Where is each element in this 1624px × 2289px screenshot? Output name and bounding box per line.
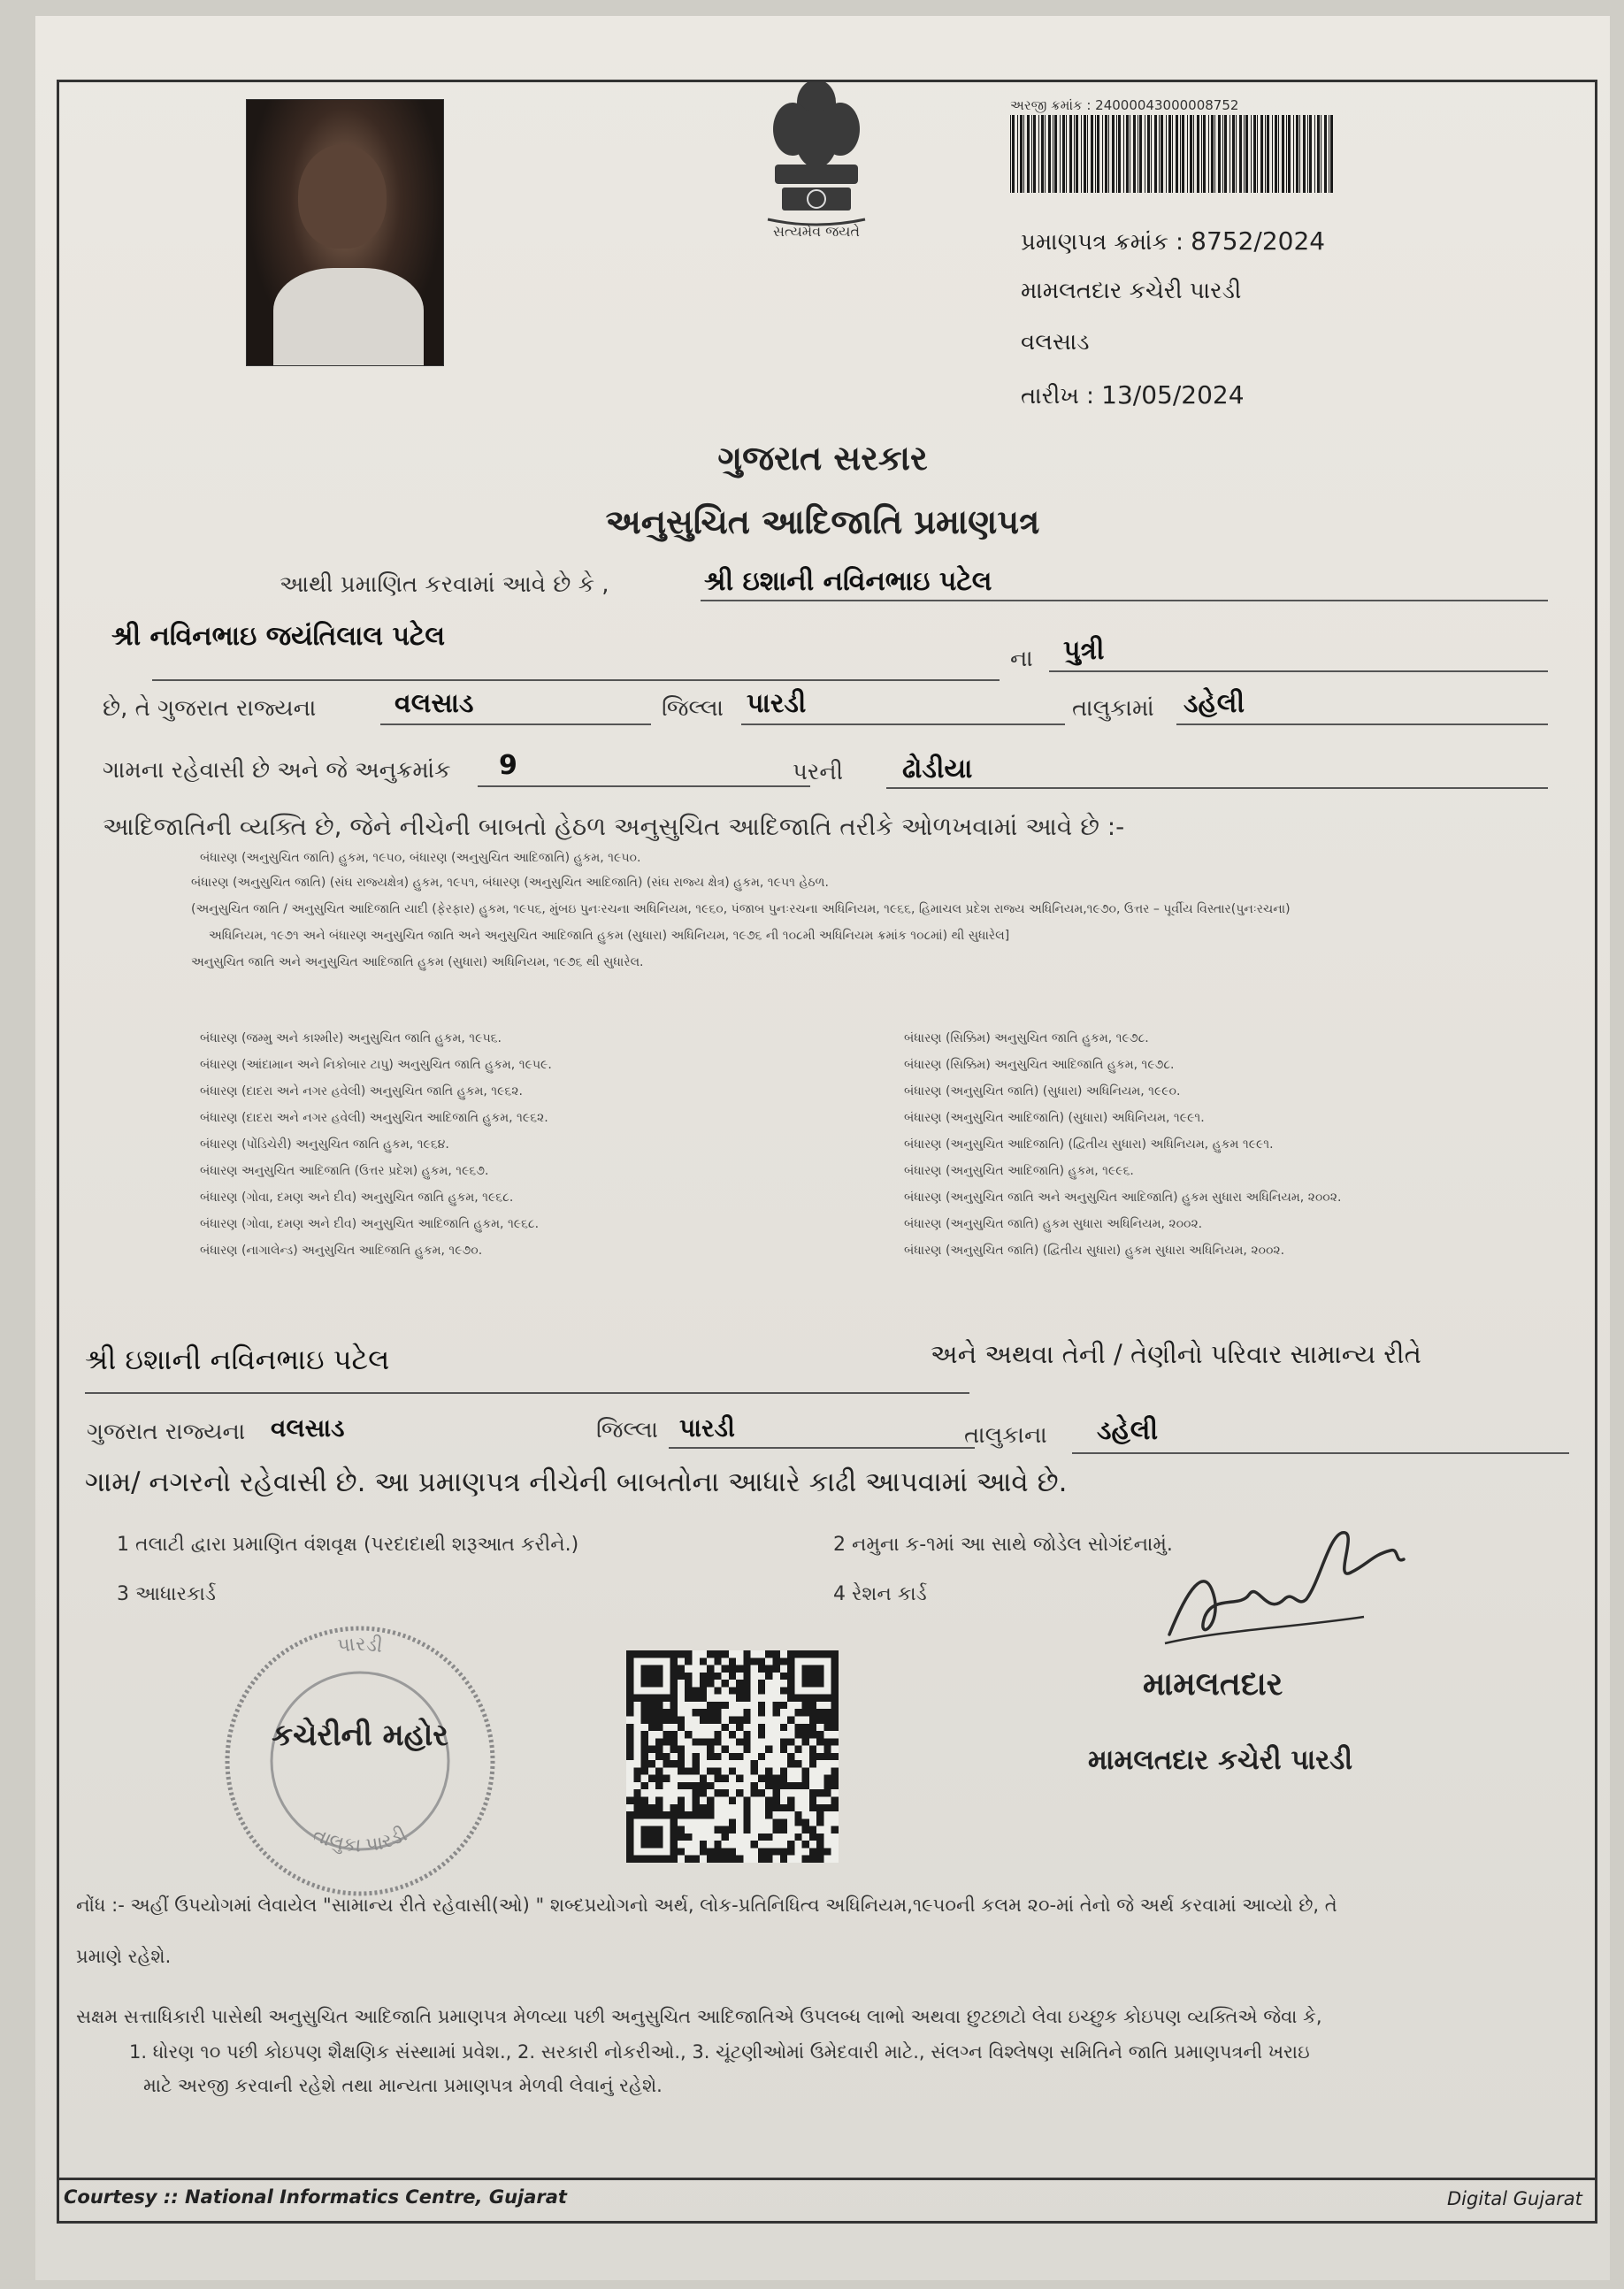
order-item: બંધારણ (અનુસુચિત આદિજાતિ) (દ્વિતીય સુધારા) અધિનિયમ, હુકમ ૧૯૯૧. xyxy=(904,1137,1274,1152)
serial-number: 9 xyxy=(499,750,517,781)
resident-text: ગામના રહેવાસી છે અને જે અનુક્રમાંક xyxy=(103,757,451,784)
issue-date-label: તારીખ : xyxy=(1021,383,1094,410)
barcode-label: અરજી ક્રમાંક : 24000043000008752 xyxy=(1010,97,1239,113)
certificate-number-label: પ્રમાણપત્ર ક્રમાંક : xyxy=(1021,229,1184,256)
order-line: અધિનિયમ, ૧૯૭૧ અને બંધારણ અનુસુચિત જાતિ અને અનુસુચિત આદિજાતિ હુકમ (સુધારા) અધિનિયમ, ૧૯૭૬ ની ૧૦૮મી અધિનિયમ ક્રમાંક ૧૦૮માં) થી સુધારેલ] xyxy=(209,929,1010,943)
seal-label: કચેરીની મહોર xyxy=(272,1718,448,1753)
order-item: બંધારણ અનુસુચિત આદિજાતિ (ઉત્તર પ્રદેશ) હુકમ, ૧૯૬૭. xyxy=(200,1164,489,1178)
order-item: બંધારણ (અનુસુચિત જાતિ અને અનુસુચિત આદિજાતિ) હુકમ સુધારા અધિનિયમ, ૨૦૦૨. xyxy=(904,1190,1342,1205)
relation: પુત્રી xyxy=(1063,635,1105,666)
residence-village: ડહેલી xyxy=(1097,1415,1159,1446)
certify-text: આથી પ્રમાણિત કરવામાં આવે છે કે , xyxy=(280,571,609,598)
order-line: બંધારણ (અનુસુચિત જાતિ) (સંઘ રાજ્યક્ષેત્ર) હુકમ, ૧૯૫૧, બંધારણ (અનુસુચિત આદિજાતિ) (સંઘ રાજ્ય ક્ષેત્ર) હુકમ, ૧૯૫૧ હેઠળ. xyxy=(191,876,829,890)
order-line: (અનુસુચિત જાતિ / અનુસુચિત આદિજાતિ યાદી (ફેરફાર) હુકમ, ૧૯૫૬, મુંબઇ પુનઃરચના અધિનિયમ, ૧૯૬૦, પંજાબ પુનઃરચના અધિનિયમ, ૧૯૬૬, હિમાચલ પ્રદેશ રાજ્ય અધિનિયમ,૧૯૭૦, ઉત્તર – પૂર્વીય વિસ્તાર(પુનઃરચના) xyxy=(191,902,1291,916)
order-item: બંધારણ (ગોવા, દમણ અને દીવ) અનુસુચિત આદિજાતિ હુકમ, ૧૯૬૮. xyxy=(200,1217,540,1231)
order-item: બંધારણ (અનુસુચિત આદિજાતિ) હુકમ, ૧૯૯૬. xyxy=(904,1164,1134,1178)
emblem-motto: સત્યમેવ જયતે xyxy=(773,223,860,240)
order-item: બંધારણ (જમ્મુ અને કાશ્મીર) અનુસુચિત જાતિ હુકમ, ૧૯૫૬. xyxy=(200,1031,502,1045)
residence-district: વલસાડ xyxy=(271,1413,345,1443)
taluka-value: પારડી xyxy=(747,688,807,719)
residence-state-prefix: ગુજરાત રાજ્યના xyxy=(87,1419,246,1445)
village-value: ડહેલી xyxy=(1184,688,1245,719)
basis-text: ગામ/ નગરનો રહેવાસી છે. આ પ્રમાણપત્ર નીચેની બાબતોના આધારે કાઢી આપવામાં આવે છે. xyxy=(85,1466,1068,1498)
certificate-number: 8752/2024 xyxy=(1191,226,1326,256)
order-item: બંધારણ (સિક્કિમ) અનુસુચિત જાતિ હુકમ, ૧૯૭૮. xyxy=(904,1031,1149,1045)
document-item: 3 આધારકાર્ડ xyxy=(117,1583,216,1605)
footer-courtesy: Courtesy :: National Informatics Centre, Gujarat xyxy=(64,2186,567,2208)
district-value: વલસાડ xyxy=(395,688,474,719)
family-text: અને અથવા તેની / તેણીનો પરિવાર સામાન્ય રીતે xyxy=(931,1339,1421,1369)
certificate-border xyxy=(57,80,1597,2224)
of-label: ના xyxy=(1010,646,1033,672)
advisory-text: 1. ધોરણ ૧૦ પછી કોઇપણ શૈક્ષણિક સંસ્થામાં પ્રવેશ., 2. સરકારી નોકરીઓ., 3. ચૂંટણીઓમાં ઉમેદવારી માટે., સંલગ્ન વિશ્લેષણ સમિતિને જાતિ પ્રમાણપત્રની ખરાઇ xyxy=(129,2041,1310,2063)
advisory-text: માટે અરજી કરવાની રહેશે તથા માન્યતા પ્રમાણપત્ર મેળવી લેવાનું રહેશે. xyxy=(143,2075,663,2096)
order-item: બંધારણ (દાદરા અને નગર હવેલી) અનુસુચિત જાતિ હુકમ, ૧૯૬૨. xyxy=(200,1084,523,1099)
office-name: મામલતદાર કચેરી પારડી xyxy=(1021,278,1242,304)
order-item: બંધારણ (ગોવા, દમણ અને દીવ) અનુસુચિત જાતિ હુકમ, ૧૯૬૮. xyxy=(200,1190,514,1205)
order-item: બંધારણ (સિક્કિમ) અનુસુચિત આદિજાતિ હુકમ, ૧૯૭૮. xyxy=(904,1058,1175,1072)
footer-digital-gujarat: Digital Gujarat xyxy=(1447,2188,1582,2209)
order-item: બંધારણ (દાદરા અને નગર હવેલી) અનુસુચિત આદિજાતિ હુકમ, ૧૯૬૨. xyxy=(200,1111,548,1125)
order-item: બંધારણ (અનુસુચિત જાતિ) હુકમ સુધારા અધિનિયમ, ૨૦૦૨. xyxy=(904,1217,1203,1231)
document-item: 2 નમુના ક-૧માં આ સાથે જોડેલ સોગંદનામું. xyxy=(833,1534,1173,1556)
resident-person-name: શ્રી ઇશાની નવિનભાઇ પટેલ xyxy=(85,1343,390,1376)
advisory-text: સક્ષમ સત્તાધિકારી પાસેથી અનુસુચિત આદિજાતિ પ્રમાણપત્ર મેળવ્યા પછી અનુસુચિત આદિજાતિએ ઉપલબ્ધ લાભો અથવા છુટછાટો લેવા ઇચ્છુક કોઇપણ વ્યક્તિએ જેવા કે, xyxy=(76,2006,1322,2027)
footer-divider xyxy=(57,2178,1597,2180)
district-label: જિલ્લા xyxy=(662,695,724,722)
order-item: બંધારણ (અનુસુચિત જાતિ) (દ્વિતીય સુધારા) હુકમ સુધારા અધિનિયમ, ૨૦૦૨. xyxy=(904,1244,1285,1258)
tribe-statement: આદિજાતિની વ્યક્તિ છે, જેને નીચેની બાબતો હેઠળ અનુસુચિત આદિજાતિ તરીકે ઓળખવામાં આવે છે :- xyxy=(103,812,1125,841)
certificate-sheet xyxy=(35,16,1610,2280)
signatory-office: મામલતદાર કચેરી પારડી xyxy=(1088,1744,1353,1776)
seal-ring-bottom: તાલુકા પારડી xyxy=(309,1823,411,1857)
note-text: પ્રમાણે રહેશે. xyxy=(76,1946,172,1967)
father-name: શ્રી નવિનભાઇ જયંતિલાલ પટેલ xyxy=(111,621,446,652)
order-line: બંધારણ (અનુસુચિત જાતિ) હુકમ, ૧૯૫૦, બંધારણ (અનુસુચિત આદિજાતિ) હુકમ, ૧૯૫૦. xyxy=(200,851,641,865)
person-name: શ્રી ઇશાની નવિનભાઇ પટેલ xyxy=(704,566,992,597)
order-item: બંધારણ (પોંડિચેરી) અનુસુચિત જાતિ હુકમ, ૧૯૬૪. xyxy=(200,1137,449,1152)
state-prefix: છે, તે ગુજરાત રાજ્યના xyxy=(103,695,317,722)
caste-value: ઢોડીયા xyxy=(902,754,973,785)
taluka-label: તાલુકામાં xyxy=(1072,695,1154,722)
document-item: 1 તલાટી દ્વારા પ્રમાણિત વંશવૃક્ષ (પરદાદાથી શરૂઆત કરીને.) xyxy=(117,1534,579,1556)
order-item: બંધારણ (આંદામાન અને નિકોબાર ટાપુ) અનુસુચિત જાતિ હુકમ, ૧૯૫૯. xyxy=(200,1058,552,1072)
residence-district-label: જિલ્લા xyxy=(596,1417,659,1443)
document-item: 4 રેશન કાર્ડ xyxy=(833,1583,927,1605)
order-line: અનુસુચિત જાતિ અને અનુસુચિત આદિજાતિ હુકમ (સુધારા) અધિનિયમ, ૧૯૭૬ થી સુધારેલ. xyxy=(191,955,644,969)
government-title: ગુજરાત સરકાર xyxy=(717,439,928,478)
order-item: બંધારણ (નાગાલેન્ડ) અનુસુચિત આદિજાતિ હુકમ, ૧૯૭૦. xyxy=(200,1244,483,1258)
office-district: વલસાડ xyxy=(1021,329,1090,356)
signatory-designation: મામલતદાર xyxy=(1143,1666,1283,1703)
certificate-title: અનુસુચિત આદિજાતિ પ્રમાણપત્ર xyxy=(605,502,1040,541)
issue-date: 13/05/2024 xyxy=(1101,380,1245,410)
order-item: બંધારણ (અનુસુચિત જાતિ) (સુધારા) અધિનિયમ, ૧૯૯૦. xyxy=(904,1084,1181,1099)
residence-taluka-label: તાલુકાના xyxy=(964,1422,1047,1449)
note-text: નોંધ :- અહીં ઉપયોગમાં લેવાયેલ "સામાન્ય રીતે રહેવાસી(ઓ) " શબ્દપ્રયોગનો અર્થ, લોક-પ્રતિનિધિત્વ અધિનિયમ,૧૯૫૦ની કલમ ૨૦-માં તેનો જે અર્થ કરવામાં આવ્યો છે, તે xyxy=(76,1895,1337,1916)
order-item: બંધારણ (અનુસુચિત આદિજાતિ) (સુધારા) અધિનિયમ, ૧૯૯૧. xyxy=(904,1111,1205,1125)
seal-ring-top: પારડી xyxy=(336,1633,384,1658)
caste-label: પરની xyxy=(793,759,844,785)
residence-taluka: પારડી xyxy=(679,1413,735,1443)
